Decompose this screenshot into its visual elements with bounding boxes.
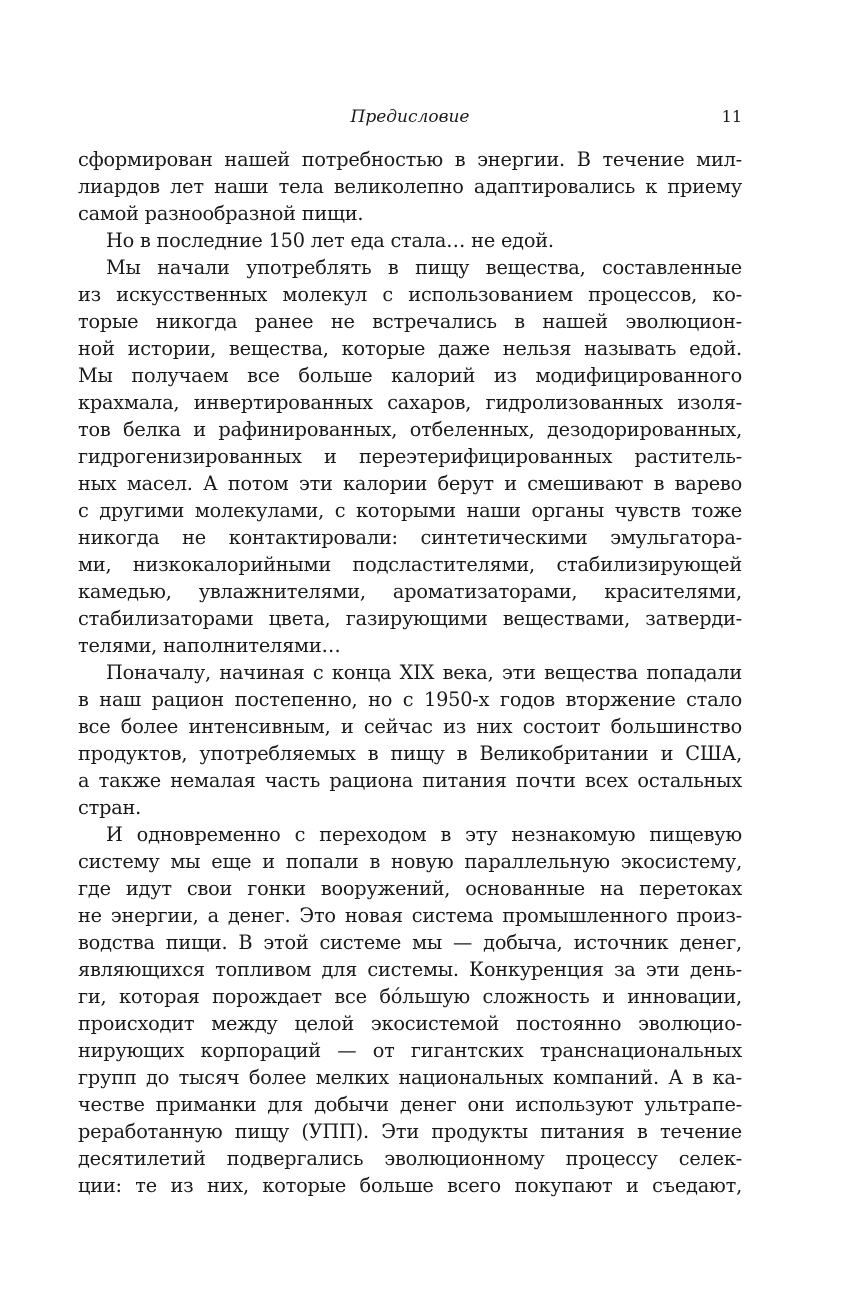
text-line: телями, наполнителями… bbox=[78, 634, 341, 657]
text-line: все более интенсивным, и сейчас из них состоит большинство bbox=[78, 715, 742, 738]
text-line: И одновременно с переходом в эту незнакомую пищевую bbox=[106, 823, 742, 846]
text-line: стран. bbox=[78, 796, 142, 819]
text-line: систему мы еще и попали в новую параллельную экосистему, bbox=[78, 850, 742, 873]
text-line: крахмала, инвертированных сахаров, гидролизованных изоля- bbox=[78, 391, 742, 414]
text-line: торые никогда ранее не встречались в нашей эволюцион- bbox=[78, 310, 742, 333]
running-title: Предисловие bbox=[350, 107, 470, 127]
page-number: 11 bbox=[721, 107, 742, 126]
text-line: а также немалая часть рациона питания почти всех остальных bbox=[78, 769, 742, 792]
text-line: нирующих корпораций — от гигантских транснациональных bbox=[78, 1039, 742, 1062]
text-line: ми, низкокалорийными подсластителями, стабилизирующей bbox=[78, 553, 742, 576]
text-line: реработанную пищу (УПП). Эти продукты питания в течение bbox=[78, 1120, 742, 1143]
text-line: с другими молекулами, с которыми наши органы чувств тоже bbox=[78, 499, 742, 522]
text-line: ной истории, вещества, которые даже нельзя называть едой. bbox=[78, 337, 742, 360]
running-header bbox=[78, 104, 742, 130]
text-line: водства пищи. В этой системе мы — добыча, источник денег, bbox=[78, 931, 742, 954]
text-line: камедью, увлажнителями, ароматизаторами, красителями, bbox=[78, 580, 742, 603]
text-line: стабилизаторами цвета, газирующими веществами, затверди- bbox=[78, 607, 742, 630]
text-line: Поначалу, начиная с конца XIX века, эти вещества попадали bbox=[106, 661, 742, 684]
body-text bbox=[78, 146, 742, 1199]
text-line: где идут свои гонки вооружений, основанные на перетоках bbox=[78, 877, 742, 900]
text-line: в наш рацион постепенно, но с 1950-х годов вторжение стало bbox=[78, 688, 742, 711]
text-line: Мы начали употреблять в пищу вещества, составленные bbox=[106, 256, 742, 279]
text-line: десятилетий подвергались эволюционному процессу селек- bbox=[78, 1147, 742, 1170]
text-line: ции: те из них, которые больше всего покупают и съедают, bbox=[78, 1174, 742, 1197]
text-line: честве приманки для добычи денег они используют ультрапе- bbox=[78, 1093, 742, 1116]
text-line: групп до тысяч более мелких национальных компаний. А в ка- bbox=[78, 1066, 742, 1089]
text-line: не энергии, а денег. Это новая система промышленного произ- bbox=[78, 904, 742, 927]
text-line: ги, которая порождает все бóльшую сложность и инновации, bbox=[78, 985, 742, 1008]
text-line: из искусственных молекул с использованием процессов, ко- bbox=[78, 283, 742, 306]
text-line: продуктов, употребляемых в пищу в Великобритании и США, bbox=[78, 742, 742, 765]
text-line: гидрогенизированных и переэтерифицированных раститель- bbox=[78, 445, 742, 468]
text-line: лиардов лет наши тела великолепно адаптировались к приему bbox=[78, 175, 742, 198]
text-line: тов белка и рафинированных, отбеленных, дезодорированных, bbox=[78, 418, 742, 441]
text-line: Мы получаем все больше калорий из модифицированного bbox=[78, 364, 742, 387]
text-line: никогда не контактировали: синтетическими эмульгатора- bbox=[78, 526, 742, 549]
text-line: сформирован нашей потребностью в энергии. В течение мил- bbox=[78, 148, 742, 171]
text-line: Но в последние 150 лет еда стала… не едой. bbox=[106, 229, 554, 252]
text-line: ных масел. А потом эти калории берут и смешивают в варево bbox=[78, 472, 742, 495]
text-line: являющихся топливом для системы. Конкуренция за эти день- bbox=[78, 958, 742, 981]
text-line: самой разнообразной пищи. bbox=[78, 202, 364, 225]
text-line: происходит между целой экосистемой постоянно эволюцио- bbox=[78, 1012, 742, 1035]
